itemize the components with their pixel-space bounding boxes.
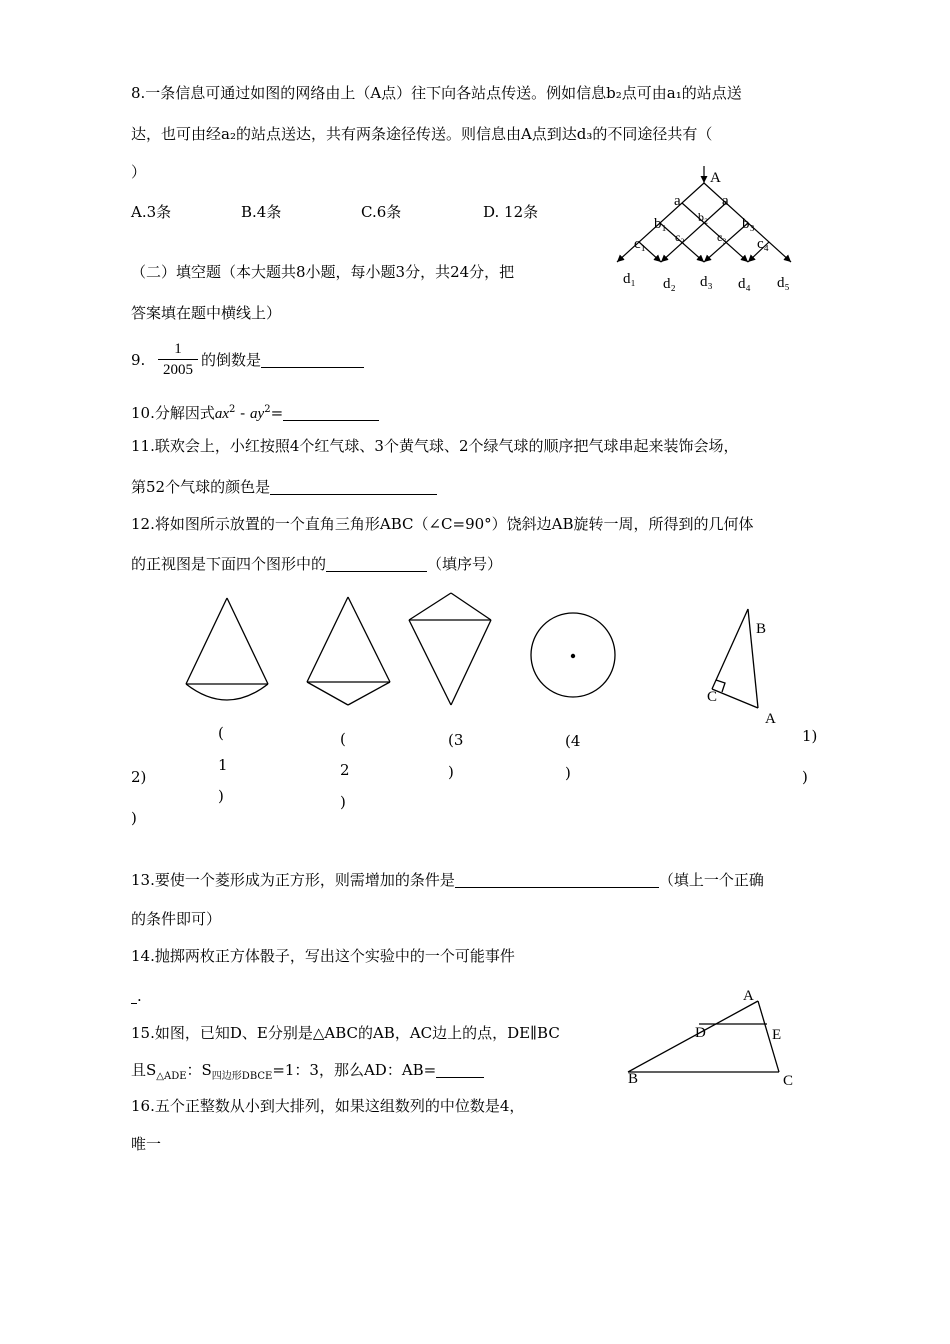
section2-line2: 答案填在题中横线上） <box>131 304 282 322</box>
q9-number: 9. <box>131 351 146 369</box>
node-a2: a <box>722 193 729 209</box>
node-d4: d₄ <box>738 276 751 292</box>
fig15-label-C: C <box>783 1073 794 1089</box>
wrap-left-1: 2) <box>131 768 147 786</box>
q15-tail: =1：3，那么AD：AB= <box>272 1061 437 1079</box>
node-a1: a <box>674 193 681 209</box>
node-b3: b₃ <box>742 216 755 232</box>
caption-2-open: ( <box>340 730 346 748</box>
node-d1: d₁ <box>623 271 636 287</box>
q15-sub2: 四边形DBCE <box>211 1071 273 1082</box>
q9-label: 的倒数是 <box>201 351 262 369</box>
section2-line1: （二）填空题（本大题共8小题，每小题3分，共24分，把 <box>131 263 515 281</box>
caption-3-open: (3 <box>448 731 464 749</box>
fig15-label-D: D <box>695 1025 706 1041</box>
q10-expr2: ay <box>250 406 265 422</box>
q8-option-a: A.3条 <box>131 203 172 221</box>
q12-label: 的正视图是下面四个图形中的 <box>131 555 327 573</box>
node-b1: b₁ <box>654 216 667 232</box>
caption-2-num: 2 <box>340 761 350 779</box>
q12-line1: 12.将如图所示放置的一个直角三角形ABC（∠C=90°）饶斜边AB旋转一周，所得到的几何体 <box>131 515 754 533</box>
caption-1-open: ( <box>218 724 224 742</box>
node-c4: c₄ <box>757 236 769 252</box>
fig15-label-A: A <box>743 988 754 1004</box>
wrap-left-2: ) <box>131 809 137 827</box>
node-A: A <box>710 170 721 186</box>
q16-line2: 唯一 <box>131 1135 162 1153</box>
tri-label-B: B <box>756 621 767 637</box>
q10-equals: = <box>270 404 284 422</box>
q16-line1: 16.五个正整数从小到大排列，如果这组数列的中位数是4， <box>131 1097 525 1115</box>
node-d2: d₂ <box>663 276 676 292</box>
caption-2-close: ) <box>340 793 346 811</box>
q10-sup1: 2 <box>229 404 236 415</box>
q8-line1: 8.一条信息可通过如图的网络由上（A点）往下向各站点传送。例如信息b₂点可由a₁的站点送 <box>131 84 742 102</box>
q14-line1: 14.抛掷两枚正方体骰子，写出这个实验中的一个可能事件 <box>131 947 515 965</box>
q8-option-d: D. 12条 <box>483 203 539 221</box>
tri-label-C: C <box>707 689 718 705</box>
caption-1-close: ) <box>218 787 224 805</box>
q14-period: . <box>137 987 142 1005</box>
node-d5: d₅ <box>777 275 790 291</box>
q9-fraction-top: 1 <box>174 341 182 357</box>
q10-prefix: 10.分解因式 <box>131 404 215 422</box>
node-c1: c₁ <box>634 236 646 252</box>
fig15-label-B: B <box>628 1071 639 1087</box>
caption-4-open: (4 <box>565 732 581 750</box>
q10-sup2: 2 <box>264 404 271 415</box>
q11-line1: 11.联欢会上，小红按照4个红气球、3个黄气球、2个绿气球的顺序把气球串起来装饰会场， <box>131 437 739 455</box>
q8-option-b: B.4条 <box>241 203 282 221</box>
caption-1-num: 1 <box>218 756 228 774</box>
q15-s-prefix: 且S <box>131 1061 157 1079</box>
q8-option-c: C.6条 <box>361 203 402 221</box>
q15-colon: ：S <box>186 1061 212 1079</box>
q10-minus: - <box>235 404 251 422</box>
q13-label: 13.要使一个菱形成为正方形，则需增加的条件是 <box>131 871 455 889</box>
q8-line2: 达，也可由经a₂的站点送达，共有两条途径传送。则信息由A点到达d₃的不同途径共有（ <box>131 125 713 143</box>
tri-label-A: A <box>765 711 776 727</box>
q12-tail: （填序号） <box>427 555 503 573</box>
q13-tail: （填上一个正确 <box>658 871 764 889</box>
q15-sub1: △ADE <box>156 1071 187 1082</box>
q15-line1: 15.如图，已知D、E分别是△ABC的AB，AC边上的点，DE∥BC <box>131 1024 560 1042</box>
q13-line2: 的条件即可） <box>131 910 222 928</box>
node-d3: d₃ <box>700 274 713 290</box>
q9-fraction-bottom: 2005 <box>163 362 193 378</box>
caption-4-close: ) <box>565 764 571 782</box>
q8-line3: ） <box>131 163 147 181</box>
node-c2: c₂ <box>675 230 685 244</box>
q11-label: 第52个气球的颜色是 <box>131 478 271 496</box>
caption-3-close: ) <box>448 763 454 781</box>
q10-expr1: ax <box>214 406 230 422</box>
wrap-right-2: ) <box>802 768 808 786</box>
node-c3: c₃ <box>717 230 727 244</box>
node-b2: b₂ <box>698 210 709 224</box>
wrap-right-1: 1) <box>802 727 818 745</box>
fig15-label-E: E <box>772 1027 782 1043</box>
